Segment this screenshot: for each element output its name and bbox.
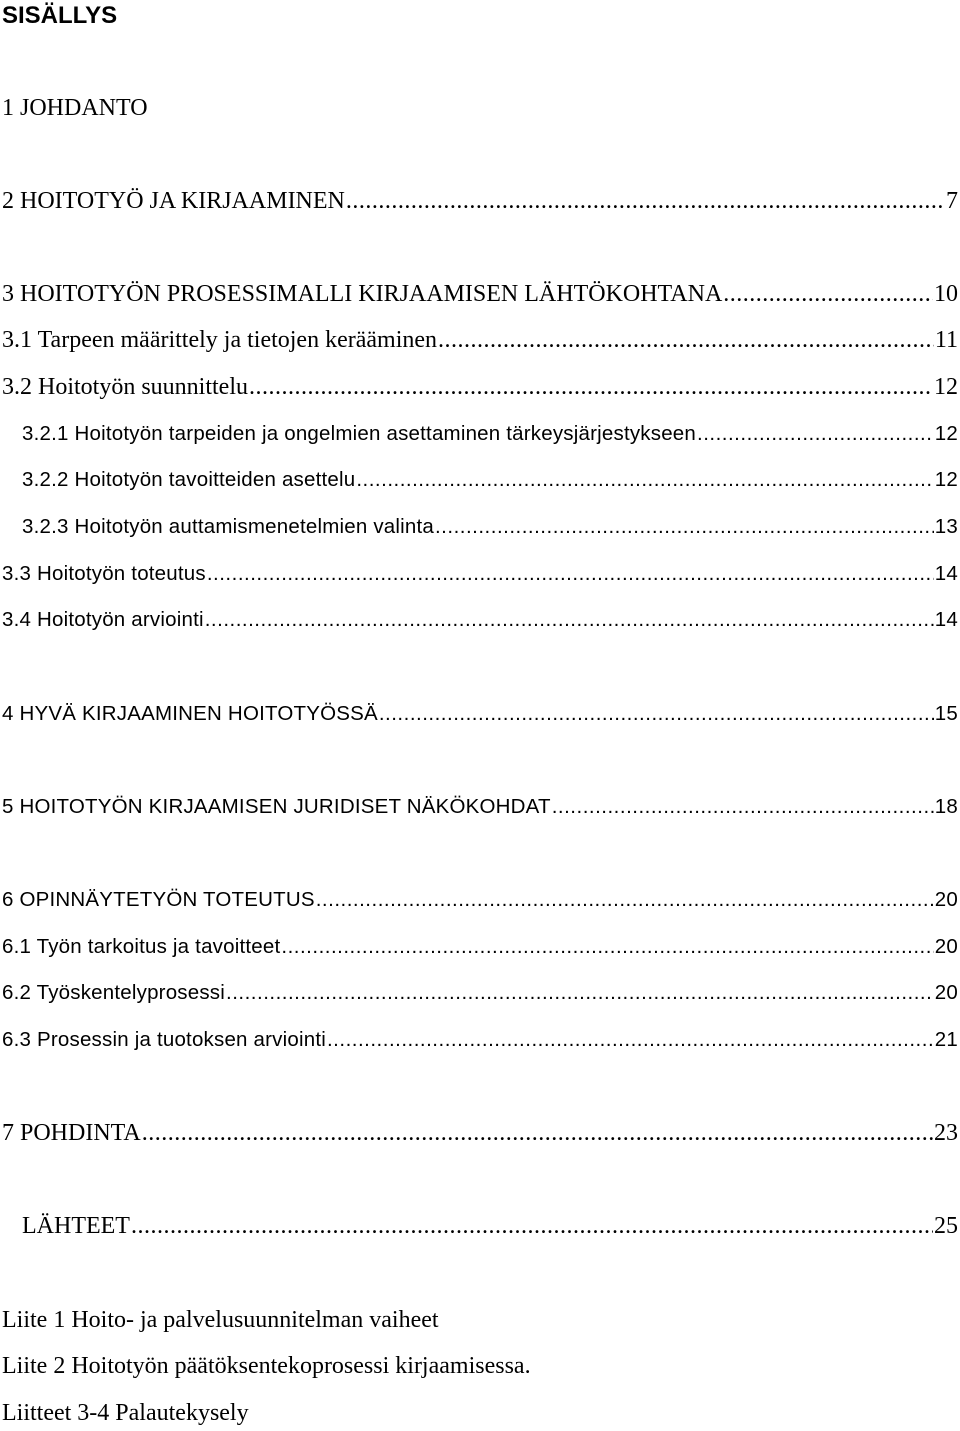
toc-entry-label: 5 HOITOTYÖN KIRJAAMISEN JURIDISET NÄKÖKOHDAT — [2, 795, 551, 818]
toc-entry[interactable] — [2, 698, 958, 730]
toc-entry-page: 13 — [934, 515, 958, 538]
toc-entry-page: 12 — [934, 374, 958, 400]
toc-entry-label: 2 HOITOTYÖ JA KIRJAAMINEN — [2, 188, 345, 214]
dot-leader — [435, 511, 934, 543]
toc-entry[interactable] — [2, 92, 958, 124]
toc-entry-page: 11 — [934, 327, 958, 353]
dot-leader — [552, 791, 934, 823]
toc-entry[interactable] — [2, 977, 958, 1009]
toc-entry-label: 3.1 Tarpeen määrittely ja tietojen kerääminen — [2, 327, 438, 353]
toc-entry[interactable] — [22, 418, 958, 450]
toc-entry[interactable] — [2, 558, 958, 590]
toc-entry[interactable] — [2, 278, 958, 310]
toc-entry[interactable] — [2, 791, 958, 823]
toc-entry-page: 21 — [934, 1028, 958, 1051]
toc-entry-label: 6 OPINNÄYTETYÖN TOTEUTUS — [2, 888, 315, 911]
toc-entry[interactable] — [2, 1117, 958, 1149]
toc-title: SISÄLLYS — [2, 2, 118, 29]
toc-entry-page: 18 — [934, 795, 958, 818]
toc-entry[interactable] — [22, 511, 958, 543]
toc-entry-label: 3.2 Hoitotyön suunnittelu — [2, 374, 248, 400]
appendix-label: Liite 2 Hoitotyön päätöksentekoprosessi kirjaamisessa. — [2, 1353, 531, 1379]
toc-entry[interactable] — [2, 931, 958, 963]
toc-entry-label: 3.2.2 Hoitotyön tavoitteiden asettelu — [22, 468, 356, 491]
toc-entry[interactable] — [22, 464, 958, 496]
toc-entry[interactable] — [2, 371, 958, 403]
toc-entry-page: 20 — [934, 888, 958, 911]
toc-entry[interactable] — [2, 1024, 958, 1056]
dot-leader — [205, 604, 934, 636]
toc-entry-page: 14 — [934, 608, 958, 631]
appendix-item — [2, 1304, 958, 1336]
appendix-item — [2, 1350, 958, 1382]
appendix-item — [2, 1397, 958, 1429]
toc-entry-page: 15 — [934, 702, 958, 725]
dot-leader — [697, 418, 934, 450]
toc-entry[interactable] — [2, 884, 958, 916]
toc-entry-page: 20 — [934, 935, 958, 958]
dot-leader — [131, 1210, 933, 1242]
appendix-label: Liite 1 Hoito- ja palvelusuunnitelman vaiheet — [2, 1307, 439, 1333]
toc-entry-page: 14 — [934, 562, 958, 585]
dot-leader — [316, 884, 934, 916]
toc-entry-label: 3.3 Hoitotyön toteutus — [2, 562, 206, 585]
toc-entry-label: 3.2.1 Hoitotyön tarpeiden ja ongelmien asettaminen tärkeysjärjestykseen — [22, 422, 696, 445]
toc-entry-page: 12 — [934, 468, 958, 491]
dot-leader — [438, 324, 934, 356]
toc-entry-page: 20 — [934, 981, 958, 1004]
dot-leader — [226, 977, 934, 1009]
toc-entry[interactable] — [2, 604, 958, 636]
toc-entry-label: 6.2 Työskentelyprosessi — [2, 981, 226, 1004]
toc-entry-label: 4 HYVÄ KIRJAAMINEN HOITOTYÖSSÄ — [2, 702, 378, 725]
dot-leader — [356, 464, 933, 496]
toc-entry-label: LÄHTEET — [22, 1213, 130, 1239]
appendix-label: Liitteet 3-4 Palautekysely — [2, 1400, 249, 1426]
toc-entry-label: 6.1 Työn tarkoitus ja tavoitteet — [2, 935, 281, 958]
toc-entry-label: 3.2.3 Hoitotyön auttamismenetelmien valinta — [22, 515, 434, 538]
dot-leader — [327, 1024, 934, 1056]
dot-leader — [379, 698, 934, 730]
dot-leader — [142, 1117, 933, 1149]
toc-entry-page: 25 — [934, 1213, 958, 1239]
toc-entry-page: 7 — [946, 188, 958, 214]
toc-entry-label: 6.3 Prosessin ja tuotoksen arviointi — [2, 1028, 326, 1051]
toc-entry-label: 1 JOHDANTO — [2, 95, 148, 121]
toc-entry-label: 7 POHDINTA — [2, 1120, 141, 1146]
toc-entry-page: 10 — [934, 281, 958, 307]
toc-entry-page: 23 — [934, 1120, 958, 1146]
toc-entry[interactable] — [22, 1210, 958, 1242]
dot-leader — [249, 371, 933, 403]
dot-leader — [346, 185, 945, 217]
toc-entry-page: 12 — [934, 422, 958, 445]
toc-entry[interactable] — [2, 324, 958, 356]
dot-leader — [281, 931, 933, 963]
dot-leader — [723, 278, 933, 310]
toc-entry-label: 3 HOITOTYÖN PROSESSIMALLI KIRJAAMISEN LÄHTÖKOHTANA — [2, 281, 723, 307]
toc-entry[interactable] — [2, 185, 958, 217]
dot-leader — [207, 558, 934, 590]
toc-entry-label: 3.4 Hoitotyön arviointi — [2, 608, 204, 631]
